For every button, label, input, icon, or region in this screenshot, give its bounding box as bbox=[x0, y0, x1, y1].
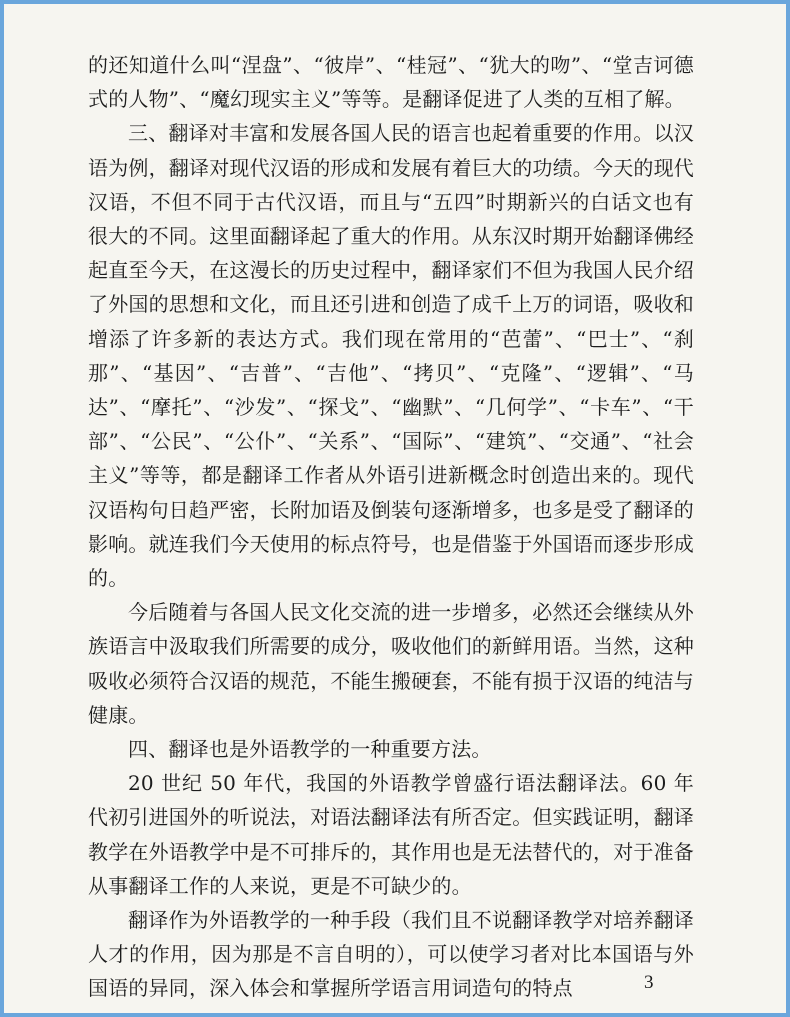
paragraph-point-four: 四、翻译也是外语教学的一种重要方法。 bbox=[128, 737, 492, 762]
paragraph-future: 今后随着与各国人民文化交流的进一步增多，必然还会继续从外族语言中汲取我们所需要的成分，吸收他们的新鲜用语。当然，这种吸收必须符合汉语的规范，不能生搬硬套，不能有损于汉语的纯洁与健康。 bbox=[88, 600, 694, 727]
paragraph-continued: 的还知道什么叫“涅盘”、“彼岸”、“桂冠”、“犹大的吻”、“堂吉诃德式的人物”、“魔幻现实主义”等等。是翻译促进了人类的互相了解。 bbox=[88, 53, 694, 112]
page-body bbox=[88, 48, 694, 1006]
paragraph-point-three: 三、翻译对丰富和发展各国人民的语言也起着重要的作用。以汉语为例，翻译对现代汉语的形成和发展有着巨大的功绩。今天的现代汉语，不但不同于古代汉语，而且与“五四”时期新兴的白话文也有很大的不同。这里面翻译起了重大的作用。从东汉时期开始翻译佛经起直至今天，在这漫长的历史过程中，翻译家们不但为我国人民介绍了外国的思想和文化，而且还引进和创造了成千上万的词语，吸收和增添了许多新的表达方式。我们现在常用的“芭蕾”、“巴士”、“刹那”、“基因”、“吉普”、“吉他”、“拷贝”、“克隆”、“逻辑”、“马达”、“摩托”、“沙发”、“探戈”、“幽默”、“几何学”、“卡车”、“干部”、“公民”、“公仆”、“关系”、“国际”、“建筑”、“交通”、“社会主义”等等，都是翻译工作者从外语引进新概念时创造出来的。现代汉语构句日趋严密，长附加语及倒装句逐渐增多，也多是受了翻译的影响。就连我们今天使用的标点符号，也是借鉴于外国语而逐步形成的。 bbox=[88, 121, 694, 591]
page-number: 3 bbox=[644, 972, 654, 993]
paragraph-means: 翻译作为外语教学的一种手段（我们且不说翻译教学对培养翻译人才的作用，因为那是不言自明的），可以使学习者对比本国语与外国语的异同，深入体会和掌握所学语言用词造句的特点 bbox=[88, 908, 694, 1001]
paragraph-1950s: 20 世纪 50 年代，我国的外语教学曾盛行语法翻译法。60 年代初引进国外的听说法，对语法翻译法有所否定。但实践证明，翻译教学在外语教学中是不可排斥的，其作用也是无法替代的，对于准备从事翻译工作的人来说，更是不可缺少的。 bbox=[88, 771, 694, 898]
